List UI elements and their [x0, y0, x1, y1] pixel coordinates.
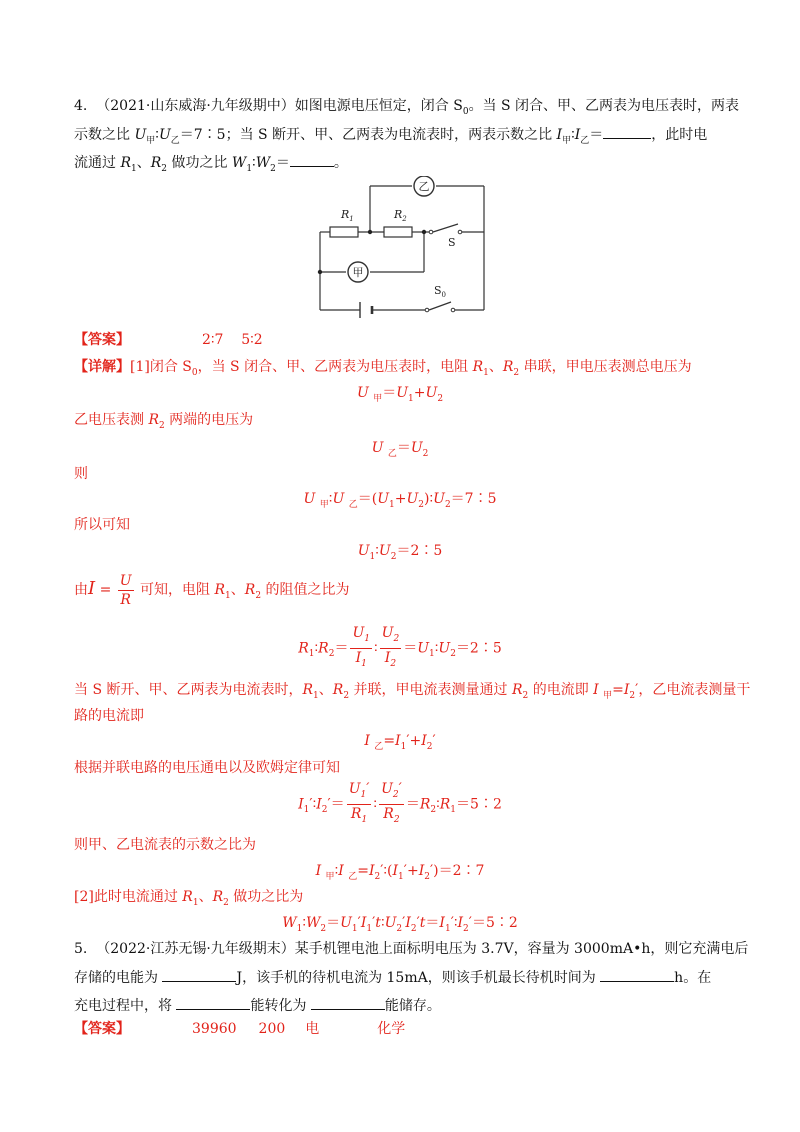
equation-work-ratio: $W_1∶W_2=U_1'I_1't∶U_2'I_2't=I_1'∶I_2'=5∶2$	[282, 915, 518, 934]
svg-text:甲: 甲	[352, 266, 364, 279]
detail-line-1: 【详解】[1]闭合 $S_0$，当 S 闭合、甲、乙两表为电压表时，电阻 $R_1$、$R_2$ 串联，甲电压表测总电压为	[74, 359, 692, 378]
label-s: S	[448, 236, 456, 249]
answer-blank	[176, 995, 250, 1010]
equation-voltage-ratio: U $_甲$∶U $_乙=(U_1+U_2)∶U_2=7∶5$	[303, 491, 497, 510]
svg-text:乙: 乙	[418, 180, 430, 193]
detail-line-7: 路的电流即	[74, 708, 144, 724]
detail-line-4: 所以可知	[74, 517, 130, 533]
detail-line-10: [2]此时电流通过 $R_1$、$R_2$ 做功之比为	[74, 889, 304, 908]
detail-line-5: 由I = $\frac{U}{R}$ 可知，电阻 $R_1$、$R_2$ 的阻值之比为	[74, 572, 350, 608]
q4-line-3: 流通过 $R_1$、$R_2$ 做功之比 $W_1∶W_2=$ 。	[74, 152, 348, 179]
detail-line-2: 乙电压表测 $R_2$ 两端的电压为	[74, 412, 254, 431]
q4-line-1: 4. （2021·山东威海·九年级期中）如图电源电压恒定，闭合 $S_0$。当 S 闭合、甲、乙两表为电压表时，两表	[74, 98, 740, 117]
label-r2: $R_2$	[394, 208, 407, 223]
resistor-r2	[384, 227, 412, 237]
answer-blank	[603, 124, 651, 139]
equation-meter-ratio: I $_甲$∶I $_乙=I_2'∶(I_1'+I_2')=2∶7$	[315, 863, 485, 882]
answer-blank	[600, 967, 674, 982]
label-s0: $S_0$	[434, 284, 447, 299]
q5-line-2: 存储的电能为 J，该手机的待机电流为 15mA，则该手机最长待机时间为 h。在	[74, 967, 711, 988]
equation-u1-u2: $U_1∶U_2=2∶5$	[357, 543, 443, 562]
detail-line-9: 则甲、乙电流表的示数之比为	[74, 837, 256, 853]
detail-line-3: 则	[74, 466, 88, 482]
answer-blank	[311, 995, 385, 1010]
answer-blank	[162, 967, 236, 982]
equation-current-ratio: $I_1'∶I_2'=$ $\frac{U_1'}{R_1}$ ∶ $\frac{U_2'}{R_2}$ $=R_2∶R_1=5∶2$	[298, 781, 502, 825]
q5-line-1: 5. （2022·江苏无锡·九年级期末）某手机锂电池上面标明电压为 3.7V，容量为 3000mA•h，则它充满电后	[74, 941, 749, 957]
label-r1: $R_1$	[341, 208, 354, 223]
answer-5: 【答案】 39960 200 电 化学	[74, 1021, 406, 1037]
equation-i-yi: I $_乙=I_1'+I_2'$	[364, 733, 436, 752]
detail-line-6: 当 S 断开、甲、乙两表为电流表时，$R_1$、$R_2$ 并联，甲电流表测量通过 $R_2$ 的电流即 I $_甲=I_2'$，乙电流表测量干	[74, 682, 751, 701]
equation-r-ratio: $R_1∶R_2=$ $\frac{U_1}{I_1}$ ∶ $\frac{U_2}{I_2}$ $=U_1∶U_2=2∶5$	[298, 625, 502, 669]
detail-line-8: 根据并联电路的电压通电以及欧姆定律可知	[74, 760, 340, 776]
q4-line-2: 示数之比 $U_甲∶U_乙=7∶5$；当 S 断开、甲、乙两表为电流表时，两表示数之比 $I_甲∶I_乙=$ ，此时电	[74, 124, 707, 151]
answer-blank	[290, 152, 334, 167]
resistor-r1	[330, 227, 358, 237]
circuit-diagram	[308, 176, 498, 318]
q5-line-3: 充电过程中，将 能转化为 能储存。	[74, 995, 441, 1016]
equation-u-jia: U $_甲=U_1+U_2$	[356, 385, 444, 404]
answer-4: 【答案】 2∶7 5∶2	[74, 332, 263, 348]
equation-u-yi: U $_乙=U_2$	[371, 440, 429, 459]
